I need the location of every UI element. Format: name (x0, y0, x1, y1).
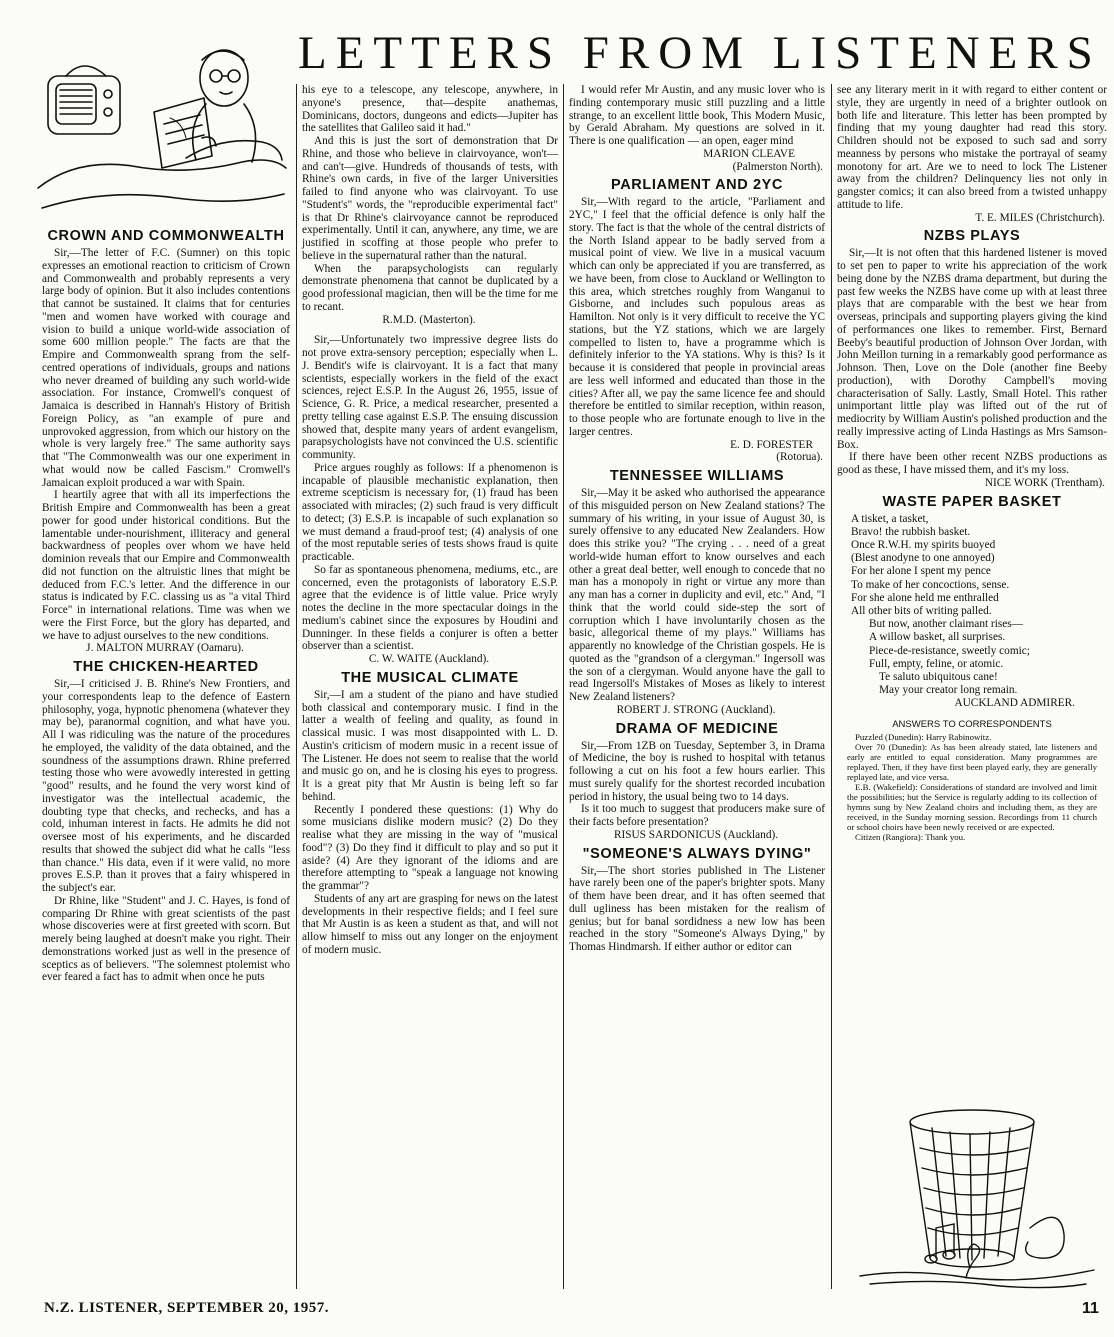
paragraph: I heartily agree that with all its imperfections the British Empire and Commonwealth has been a great power for good under historical conditions. But the lamentable under-nourishment, illiteracy and general backwardness of peoples over whom we have held dominion reveals that our Empire and Commonwealth did not function on the altruistic lines that might be deduced from F.C.'s letter. And the difference in our status is indicated by F.C. classing us as "a vital Third Force" in international relations. Time was when we were the First Force, but the glory has departed, and we have to adjust ourselves to the new conditions. (42, 489, 290, 642)
column-rule (296, 84, 297, 1289)
signature-location: (Rotorua). (776, 451, 823, 464)
paragraph: his eye to a telescope, any telescope, anywhere, in anyone's presence, that—despite anathemas, Dominicans, doctors, dungeons and edicts—Jupiter has the satellites that Galileo said it had." (302, 84, 558, 135)
signature: T. E. MILES (Christchurch). (975, 211, 1105, 224)
column-rule (563, 84, 564, 1289)
paragraph: Sir,—With regard to the article, "Parliament and 2YC," I feel that the official defence is only half the story. The fact is that the whole of the central districts of the North Island appear to be badly served from a musical point of view. We live in a musical vacuum which can only be appreciated if you are transferred, as we have been, from close to Auckland or Wellington to this area, which stretches roughly from Wanganui to Gisborne, and includes such populous areas as Hamilton. Not only is it very difficult to receive the YC stations, but the YZ stations, which we are largely compelled to listen to, have a programme which is definitely inferior to the YA stations. Why is this? Is it because it is considered that people in provincial areas are less well informed and educated than those in the cities? After all, we pay the same licence fee and should therefore be entitled to similar reception, within reason, to those people who are fortunate enough to live in the larger centres. (569, 196, 825, 438)
signature: ROBERT J. STRONG (Auckland). (616, 703, 776, 716)
paragraph: So far as spontaneous phenomena, mediums, etc., are concerned, even the protagonists of laboratory E.S.P. agree that the evidence is of little value. Price wryly notes the decline in the more spectacular doings in the medium's cabinet since the exposures by Houdini and Dunninger. In these fields a conjurer is often a better observer than a scientist. (302, 563, 558, 653)
paragraph: Is it too much to suggest that producers make sure of their facts before presentation? (569, 803, 825, 828)
heading-the-chicken-hearted: THE CHICKEN-HEARTED (73, 659, 259, 675)
signature: RISUS SARDONICUS (Auckland). (613, 828, 779, 841)
paragraph: Sir,—Unfortunately two impressive degree lists do not prove extra-sensory perception; especially when L. J. Bendit's wife is clairvoyant. It is a fact that many scientists, especially workers in the field of the exact sciences, reject E.S.P. In the August 26, 1955, issue of Science, G. R. Price, a medical researcher, presented a pretty telling case against E.S.P. The ensuing discussion showed that, despite many years of ardent evangelism, parapsychologists have not convinced the U.S. scientific community. (302, 334, 558, 461)
paragraph: When the parapsychologists can regularly demonstrate phenomena that cannot be duplicated by a good professional magician, then will be the time for me to recant. (302, 262, 558, 313)
paragraph: Price argues roughly as follows: If a phenomenon is incapable of plausible mechanistic explanation, then extreme scepticism is necessary for, (1) fraud has been associated with miracles; (2) such fraud is very difficult to detect; (3) E.S.P. is incapable of such explanation so we must demand a fraud-proof test; (4) analysis of one of the most reputable series of tests shows fraud is quite practicable. (302, 461, 558, 563)
poem-line: Te saluto ubiquitous cane! (879, 670, 998, 683)
poem-line: May your creator long remain. (879, 684, 1018, 697)
answers-heading: ANSWERS TO CORRESPONDENTS (892, 719, 1052, 731)
paragraph: see any literary merit in it with regard to either content or style, they are urgently in need of a brighter outlook on both life and literature. This letter has been prompted by finding that my young daughter had read this story. Children should not be exposed to such sad and sorry meanness by persons who mistake the portrayal of seamy monotony for art. Are we to need to lock The Listener away from the children? Delinquency lies not only in gangster comics; it can also breed from a twisted unhappy attitude to life. (837, 84, 1107, 211)
paragraph: Sir,—The letter of F.C. (Sumner) on this topic expresses an emotional reaction to criticism of Crown and Commonwealth and probably represents a very large body of opinion. But it also includes contentions that cannot be sustained. It claims that for centuries "men and women have worked with courage and vision to build a unique world-wide association of some 600 million people." The facts are that the Empire and Commonwealth sprang from the self-centred operations of individuals, groups and nations who never dreamed of building any such world-wide association. For instance, Cromwell's conquest of Jamaica is described in Hannah's History of British Foreign Policy, as "an example of pure and unprovoked aggression, from which our history on the whole is very largely free." The same authority says that "The Commonwealth was our one experiment in what would now be called Fascism." Cromwell's Jamaican exploit produced a war with Spain. (42, 247, 290, 489)
poem-line: For her alone I spent my pence (851, 565, 991, 578)
signature: NICE WORK (Trentham). (984, 476, 1105, 489)
paragraph: Sir,—It is not often that this hardened listener is moved to set pen to paper to write his appreciation of the work being done by the NZBS drama department, but during the past few weeks the NZBS have come up with at least three plays that are comparable with the best we hear from overseas, principals and supporting players giving the kind of performances one likes to remember. First, Bernard Beeby's beautiful production of Johnson Over Jordan, with John Meillon turning in a remarkably good performance as Johnson. Then, Love on the Dole (another fine Beeby production), with Dorothy Campbell's moving characterisation of Sally. Lastly, Small Hotel. This rather unimportant little play was lifted out of the rut of mediocrity by William Austin's polished production and the really impressive acting of Linda Hastings as Mrs Samson-Box. (837, 247, 1107, 451)
answers-to-correspondents (837, 720, 1107, 842)
paragraph: Recently I pondered these questions: (1) Why do some musicians dislike modern music? (2) Do they realise what they are missing in the way of "musical food"? (3) Do they find it difficult to play and so put it aside? (4) Are they ignorant of the idioms and are therefore attempting to "speak a language not knowing the grammar"? (302, 803, 558, 892)
poem-line: For she alone held me enthralled (851, 591, 999, 604)
signature: R.M.D. (Masterton). (382, 313, 476, 326)
signature: MARION CLEAVE (703, 147, 795, 160)
signature: J. MALTON MURRAY (Oamaru). (86, 642, 244, 655)
column-4 (837, 84, 1107, 842)
poem-line: Full, empty, feline, or atomic. (869, 657, 1004, 670)
poem-line: All other bits of writing palled. (851, 604, 992, 617)
heading-nzbs-plays: NZBS PLAYS (923, 228, 1021, 245)
signature: C. W. WAITE (Auckland). (368, 653, 490, 665)
paragraph: Sir,—May it be asked who authorised the appearance of this misguided person on New Zealand stations? The summary of his writing, in your issue of August 30, is surely offensive to any educated New Zealanders. How does this strike you? "The crying . . . need of a great world-wide human effort to know ourselves and each other a great deal better, well enough to concede that no man has a monopoly in right or virtue any more than any man has a corner in duplicity and evil, etc." And, "I think that the world could side-step the sort of corruption which I have involuntarily chosen as the basic, allegorical theme of my plays." Williams has apparently no knowledge of the Christian gospels. He is quoted as the "grandson of a clergyman." Ingersoll was the son of a clergyman. Would anyone have the gall to read Ingersoll's Mistakes of Moses as likely to interest New Zealand listeners? (569, 487, 825, 703)
poem-line: (Blest anodyne to one annoyed) (851, 552, 995, 565)
heading-drama-of-medicine: DRAMA OF MEDICINE (615, 720, 779, 737)
signature: AUCKLAND ADMIRER. (954, 697, 1075, 710)
poem-line: A tisket, a tasket, (851, 512, 929, 525)
column-1 (42, 224, 290, 984)
publication-footer: N.Z. LISTENER, SEPTEMBER 20, 1957. (44, 1300, 329, 1316)
wastepaper-basket-illustration (850, 1108, 1100, 1290)
answer: E.B. (Wakefield): Considerations of standard are involved and limit the possibilities; but the Service is regularly adding to its collection of hymns sung by New Zealand choirs and including them, as they are received, in the Sunday morning session. Recordings from 11 church or school choirs have been newly received or are expected. (847, 782, 1097, 833)
paragraph: Sir,—The short stories published in The Listener have rarely been one of the paper's brighter spots. Many of them have been drear, and it has often seemed that dull ugliness has been mistaken for the realism of genius; but for banal sordidness a new low has been reached in the story "Someone's Always Dying," by Thomas Hindmarsh. If either author or editor can (569, 864, 825, 953)
signature: E. D. FORESTER (730, 438, 813, 451)
paragraph: Dr Rhine, like "Student" and J. C. Hayes, is fond of comparing Dr Rhine with great scientists of the past whose discoveries were at first greeted with scorn. But merely being laughed at doesn't make you right. Their demonstrations worked just as well in the presence of sceptics as of believers. "The solemnest ptolemist who ever feared a fact has to admit when once he puts (42, 894, 290, 984)
column-2 (302, 84, 558, 957)
poem-line: Bravo! the rubbish basket. (851, 525, 971, 538)
poem-line: Piece-de-resistance, sweetly comic; (869, 644, 1030, 657)
page-number: 11 (1082, 1300, 1099, 1317)
heading-the-musical-climate: THE MUSICAL CLIMATE (341, 669, 519, 686)
paragraph: Sir,—I criticised J. B. Rhine's New Frontiers, and your correspondents leap to the defence of Eastern philosophy, yoga, hypnotic phenomena (whatever they may be), paranormal cognition, and what have you. All I was ridiculing was the nature of the procedures he employed, the validity of the data obtained, and the soundness of the assumptions drawn. Rhine preferred testing those who were avowedly interested in getting "good" results, and he found the very worst kind of investigator was the intellectual academic, the doubting type that checks, and rechecks, and has a cold, inhuman interest in facts. He admits he did not oversee most of his experiments, and he discarded results that showed the subject did what he calls "less than chance." His data, even if it were valid, no more proves E.S.P. than it proves that a fairy whispered in the subject's ear. (42, 678, 290, 894)
column-rule (831, 84, 832, 1289)
paragraph: And this is just the sort of demonstration that Dr Rhine, and those who believe in clairvoyance, won't—and can't—give. Hundreds of thousands of tests, with Rhine's own cards, in five of the larger Universities failed to find anyone who was clairvoyant. To use "Student's" words, the "reproducible experimental fact" is that Dr Rhine's clairvoyance cannot be reproduced experimentally. Until it can, anywhere, any time, we are justified in scoffing at those people who prefer to believe in the supernatural rather than the natural. (302, 135, 558, 262)
answer: Citizen (Rangiora): Thank you. (855, 832, 966, 843)
answer: Over 70 (Dunedin): As has been already stated, late listeners and early are entitled to equal consideration. Many programmes are replayed. Then, if they have first been played early, they are generally replayed late, and vice versa. (847, 742, 1097, 783)
reader-illustration (36, 38, 288, 228)
answer: Puzzled (Dunedin): Harry Rabinowitz. (855, 732, 992, 743)
poem-line: To make of her concoctions, sense. (851, 578, 1010, 591)
poem-line: A willow basket, all surprises. (869, 631, 1006, 644)
heading-crown-and-commonwealth: CROWN AND COMMONWEALTH (47, 228, 285, 244)
poem-line: But now, another claimant rises— (869, 618, 1023, 631)
paragraph: Sir,—From 1ZB on Tuesday, September 3, in Drama of Medicine, the boy is rushed to hospital with tetanus following a cut on his foot a few hours earlier. This must surely qualify for the shortest recorded incubation period in history, the usual being two to 14 days. (569, 739, 825, 803)
signature-location: (Palmerston North). (732, 160, 823, 173)
paragraph: I would refer Mr Austin, and any music lover who is finding contemporary music still puzzling and a little strange, to an excellent little book, This Modern Music, by Gerald Abraham. My questions are solved in it. There is one qualification — an open, eager mind (569, 84, 825, 147)
heading-parliament-and-2yc: PARLIAMENT AND 2YC (611, 177, 783, 194)
paragraph: Sir,—I am a student of the piano and have studied both classical and contemporary music. I find in the latter a wealth of feeling and quality, as found in classical music. I was most disappointed with L. D. Austin's criticism of modern music in a recent issue of The Listener. He does not seem to realise that the world and music go on, and he is closing his eyes to progress. It is a great pity that Mr Austin is being left so far behind. (302, 688, 558, 803)
heading-someones-always-dying: "SOMEONE'S ALWAYS DYING" (582, 845, 812, 862)
heading-tennessee-williams: TENNESSEE WILLIAMS (609, 468, 785, 484)
column-3 (569, 84, 825, 954)
poem (837, 513, 1107, 698)
paragraph: If there have been other recent NZBS productions as good as these, I have missed them, and it's my loss. (837, 451, 1107, 476)
page-title: LETTERS FROM LISTENERS (298, 27, 1102, 79)
paragraph: Students of any art are grasping for news on the latest developments in their respective fields; and I feel sure that Mr Austin is as keen a student as that, and will not allow himself to miss out any longer on the enjoyment of modern music. (302, 892, 558, 956)
poem-line: Once R.W.H. my spirits buoyed (851, 538, 996, 551)
heading-waste-paper-basket: WASTE PAPER BASKET (882, 493, 1062, 510)
